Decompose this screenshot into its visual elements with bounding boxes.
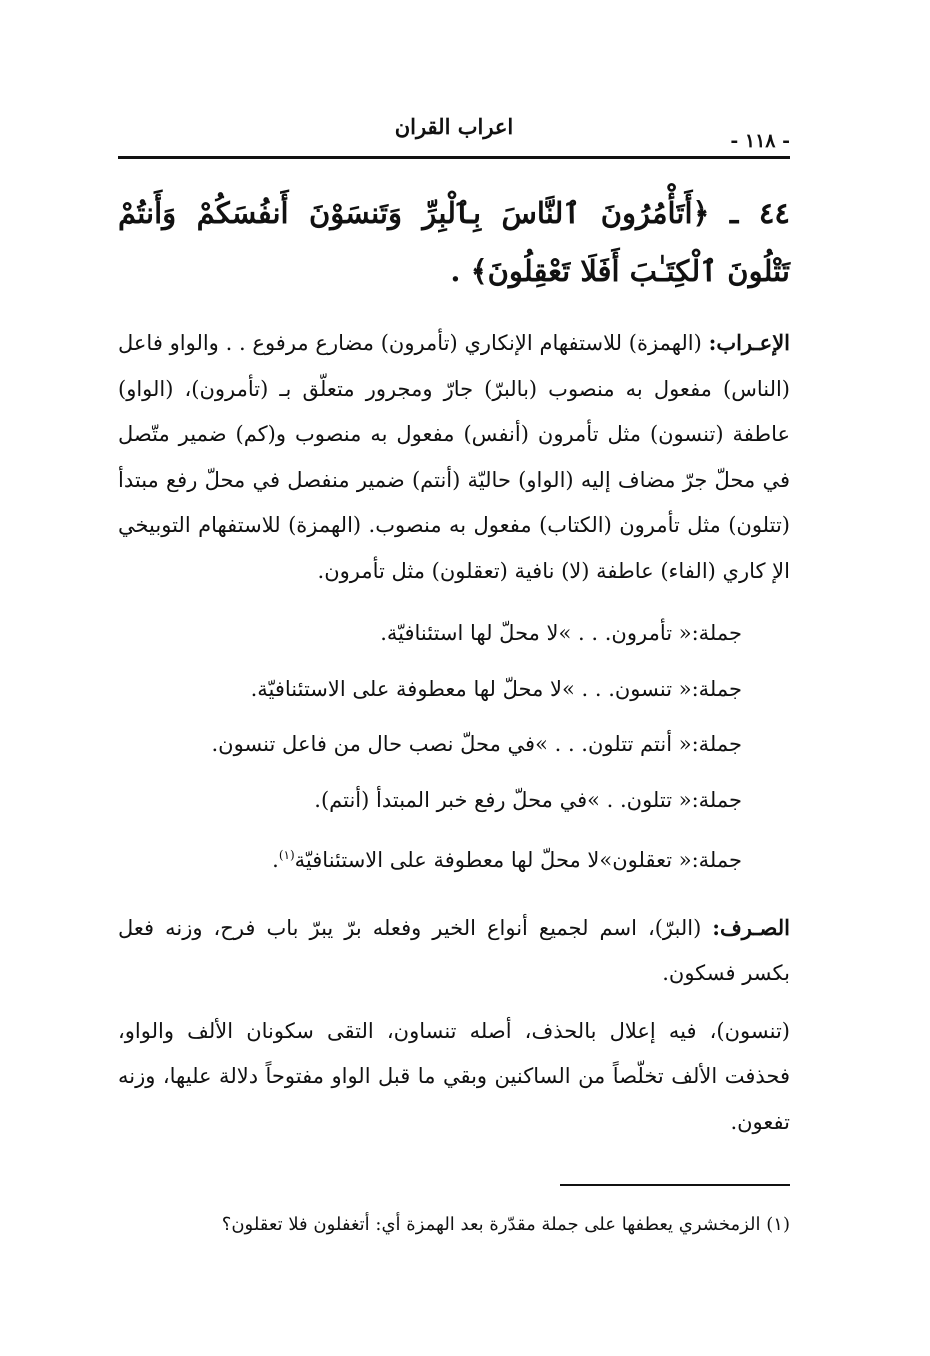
irab-paragraph	[118, 320, 790, 594]
sentence-item	[118, 828, 742, 889]
sarf-text: (البرّ)، اسم لجميع أنواع الخير وفعله برّ يبرّ باب فرح، وزنه فعل بكسر فسكون.	[118, 915, 790, 985]
page-title: اعراب القران	[394, 114, 514, 139]
irab-label: الإعـراب:	[708, 330, 790, 355]
page-header	[118, 108, 790, 158]
footnote-divider	[560, 1184, 790, 1186]
sentence-last-end: .	[272, 848, 279, 872]
sarf-paragraph-2: (تنسون)، فيه إعلال بالحذف، أصله تنساون، التقى سكونان الألف والواو، فحذفت الألف تخلّصاً من الساكنين وبقي ما قبل الواو مفتوحاً دلالة عليها، وزنه تفعون.	[118, 1018, 790, 1134]
sentence-item: جملة:« تنسون. . . »لا محلّ لها معطوفة على الاستئنافيّة.	[250, 676, 742, 701]
page-body	[118, 184, 790, 1157]
sarf-paragraph	[118, 905, 790, 997]
footnote-marker: (١)	[278, 848, 295, 862]
sentence-item: جملة:« تأمرون. . . »لا محلّ لها استئنافيّة.	[380, 621, 742, 645]
sarf-label: الصـرف:	[712, 914, 790, 940]
sentence-last-text: جملة:« تعقلون»لا محلّ لها معطوفة على الاستئنافيّة	[294, 848, 742, 872]
sentence-item: جملة:« تتلون. . »في محلّ رفع خبر المبتدأ (أنتم).	[314, 787, 742, 812]
irab-text: (الهمزة) للاستفهام الإنكاري (تأمرون) مضارع مرفوع . . والواو فاعل (الناس) مفعول به منصوب (بالبرّ) جارّ ومجرور متعلّق بـ (تأمرون)، (الواو) عاطفة (تنسون) مثل تأمرون (أنفس) مفعول به منصوب و(كم) ضمير متّصل في محلّ جرّ مضاف إليه (الواو) حاليّة (أنتم) ضمير منفصل في محلّ رفع مبتدأ (تتلون) مثل تأمرون (الكتاب) مفعول به منصوب. (الهمزة) للاستفهام التوبيخي الإ كاري (الفاء) عاطفة (لا) نافية (تعقلون) مثل تأمرون.	[118, 331, 790, 583]
page-number: - ١١٨ -	[730, 130, 790, 152]
quran-verse: ٤٤ ـ ﴿أَتَأْمُرُونَ ٱلنَّاسَ بِٱلْبِرِّ وَتَنسَوْنَ أَنفُسَكُمْ وَأَنتُمْ تَتْلُونَ ٱلْكِتَـٰبَ أَفَلَا تَعْقِلُونَ﴾ .	[118, 196, 790, 288]
footnote: (١) الزمخشري يعطفها على جملة مقدّرة بعد الهمزة أي: أتغفلون فلا تعقلون؟	[221, 1214, 790, 1235]
sentence-item: جملة:« أنتم تتلون. . . »في محلّ نصب حال من فاعل تنسون.	[211, 732, 742, 756]
header-divider	[118, 156, 790, 159]
sentence-list	[118, 606, 790, 889]
